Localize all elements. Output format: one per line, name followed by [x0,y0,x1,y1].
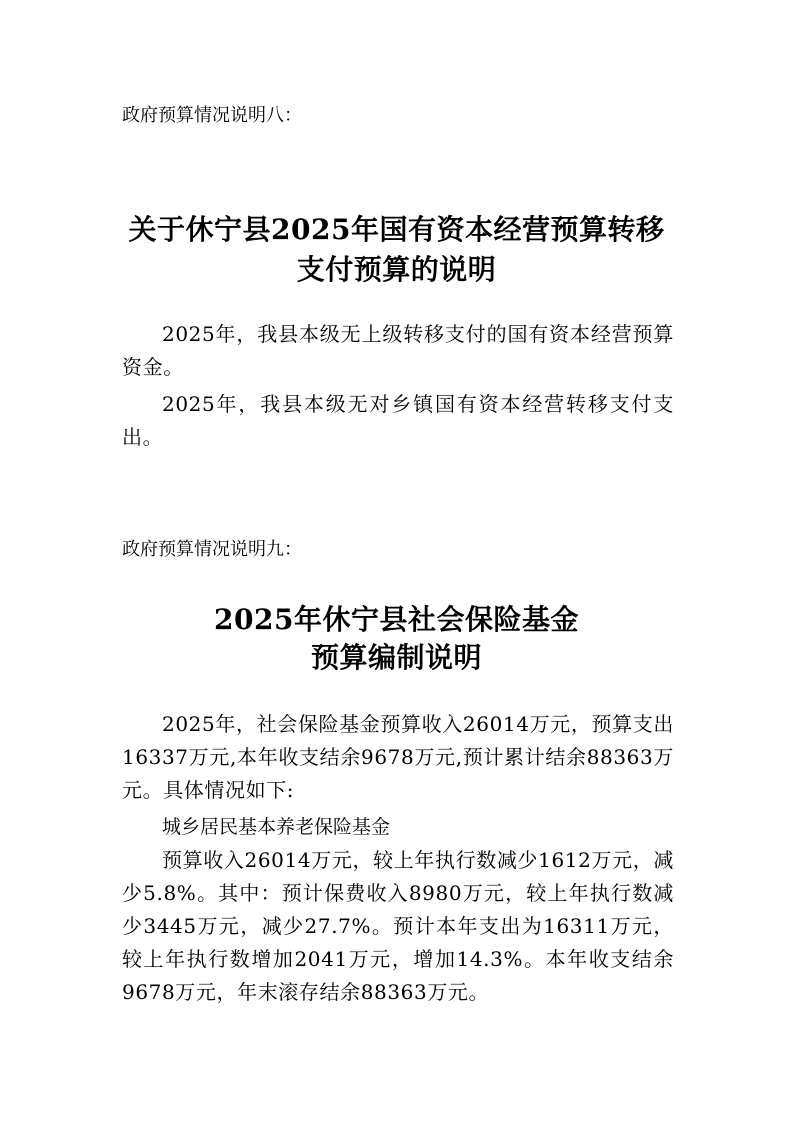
section-9-intro-paragraph: 2025年，社会保险基金预算收入26014万元，预算支出16337万元,本年收支结余9678万元,预计累计结余88363万元。具体情况如下: [122,712,674,802]
section-8-title-line-2: 支付预算的说明 [296,253,497,286]
section-9-title-line-2: 预算编制说明 [310,641,482,674]
section-8-title-line-1: 关于休宁县2025年国有资本经营预算转移 [128,213,665,246]
section-8-paragraph-2: 2025年，我县本级无对乡镇国有资本经营转移支付支出。 [122,392,674,449]
section-9-detail-paragraph: 预算收入26014万元，较上年执行数减少1612万元，减少5.8%。其中：预计保费收入8980万元，较上年执行数减少3445万元，减少27.7%。预计本年支出为16311万元，较上年执行数增加2041万元，增加14.3%。本年收支结余9678万元，年末滚存结余88363万元。 [122,848,674,1004]
section-9-label: 政府预算情况说明九： [122,539,302,560]
section-9-subheading: 城乡居民基本养老保险基金 [162,816,391,838]
section-8-label: 政府预算情况说明八： [122,105,302,126]
section-9-title-line-1: 2025年休宁县社会保险基金 [214,603,579,636]
section-8-paragraph-1: 2025年，我县本级无上级转移支付的国有资本经营预算资金。 [122,322,674,379]
